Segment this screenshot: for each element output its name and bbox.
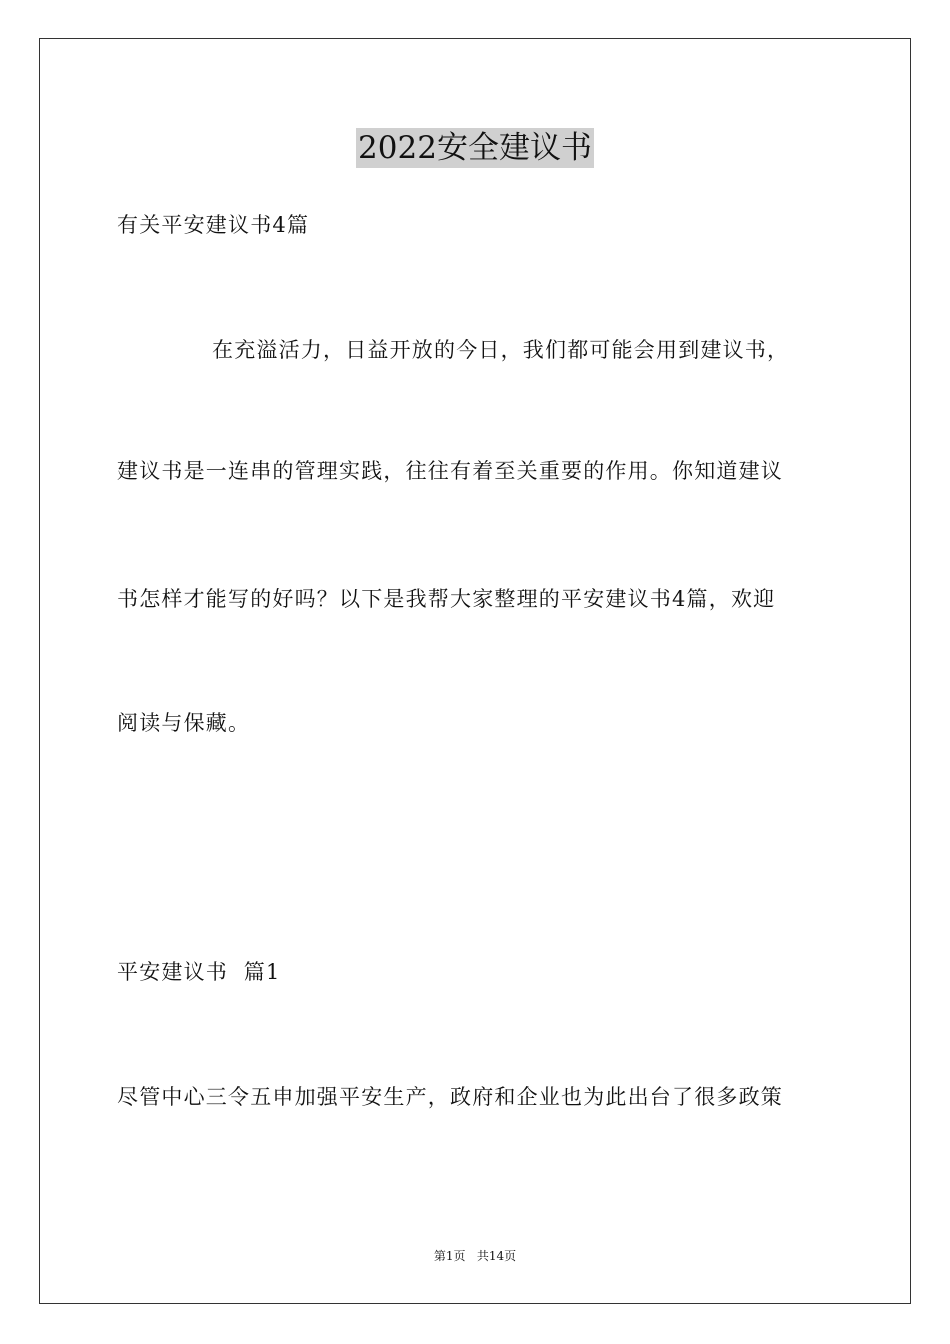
paragraph-line: 阅读与保藏。 (117, 711, 251, 735)
paragraph-line: 书怎样才能写的好吗？以下是我帮大家整理的平安建议书4篇，欢迎 (117, 587, 776, 611)
paragraph-line: 在充溢活力，日益开放的今日，我们都可能会用到建议书， (212, 338, 790, 362)
page-number-footer: 第1页 共14页 (433, 1249, 517, 1263)
paragraph-line: 尽管中心三令五申加强平安生产，政府和企业也为此出台了很多政策 (117, 1085, 783, 1109)
section-heading: 平安建议书 篇1 (117, 960, 281, 984)
title-container (0, 128, 950, 168)
paragraph-line: 建议书是一连串的管理实践，往往有着至关重要的作用。你知道建议 (117, 459, 783, 483)
document-title: 2022安全建议书 (358, 130, 592, 166)
document-subtitle: 有关平安建议书4篇 (117, 213, 310, 237)
